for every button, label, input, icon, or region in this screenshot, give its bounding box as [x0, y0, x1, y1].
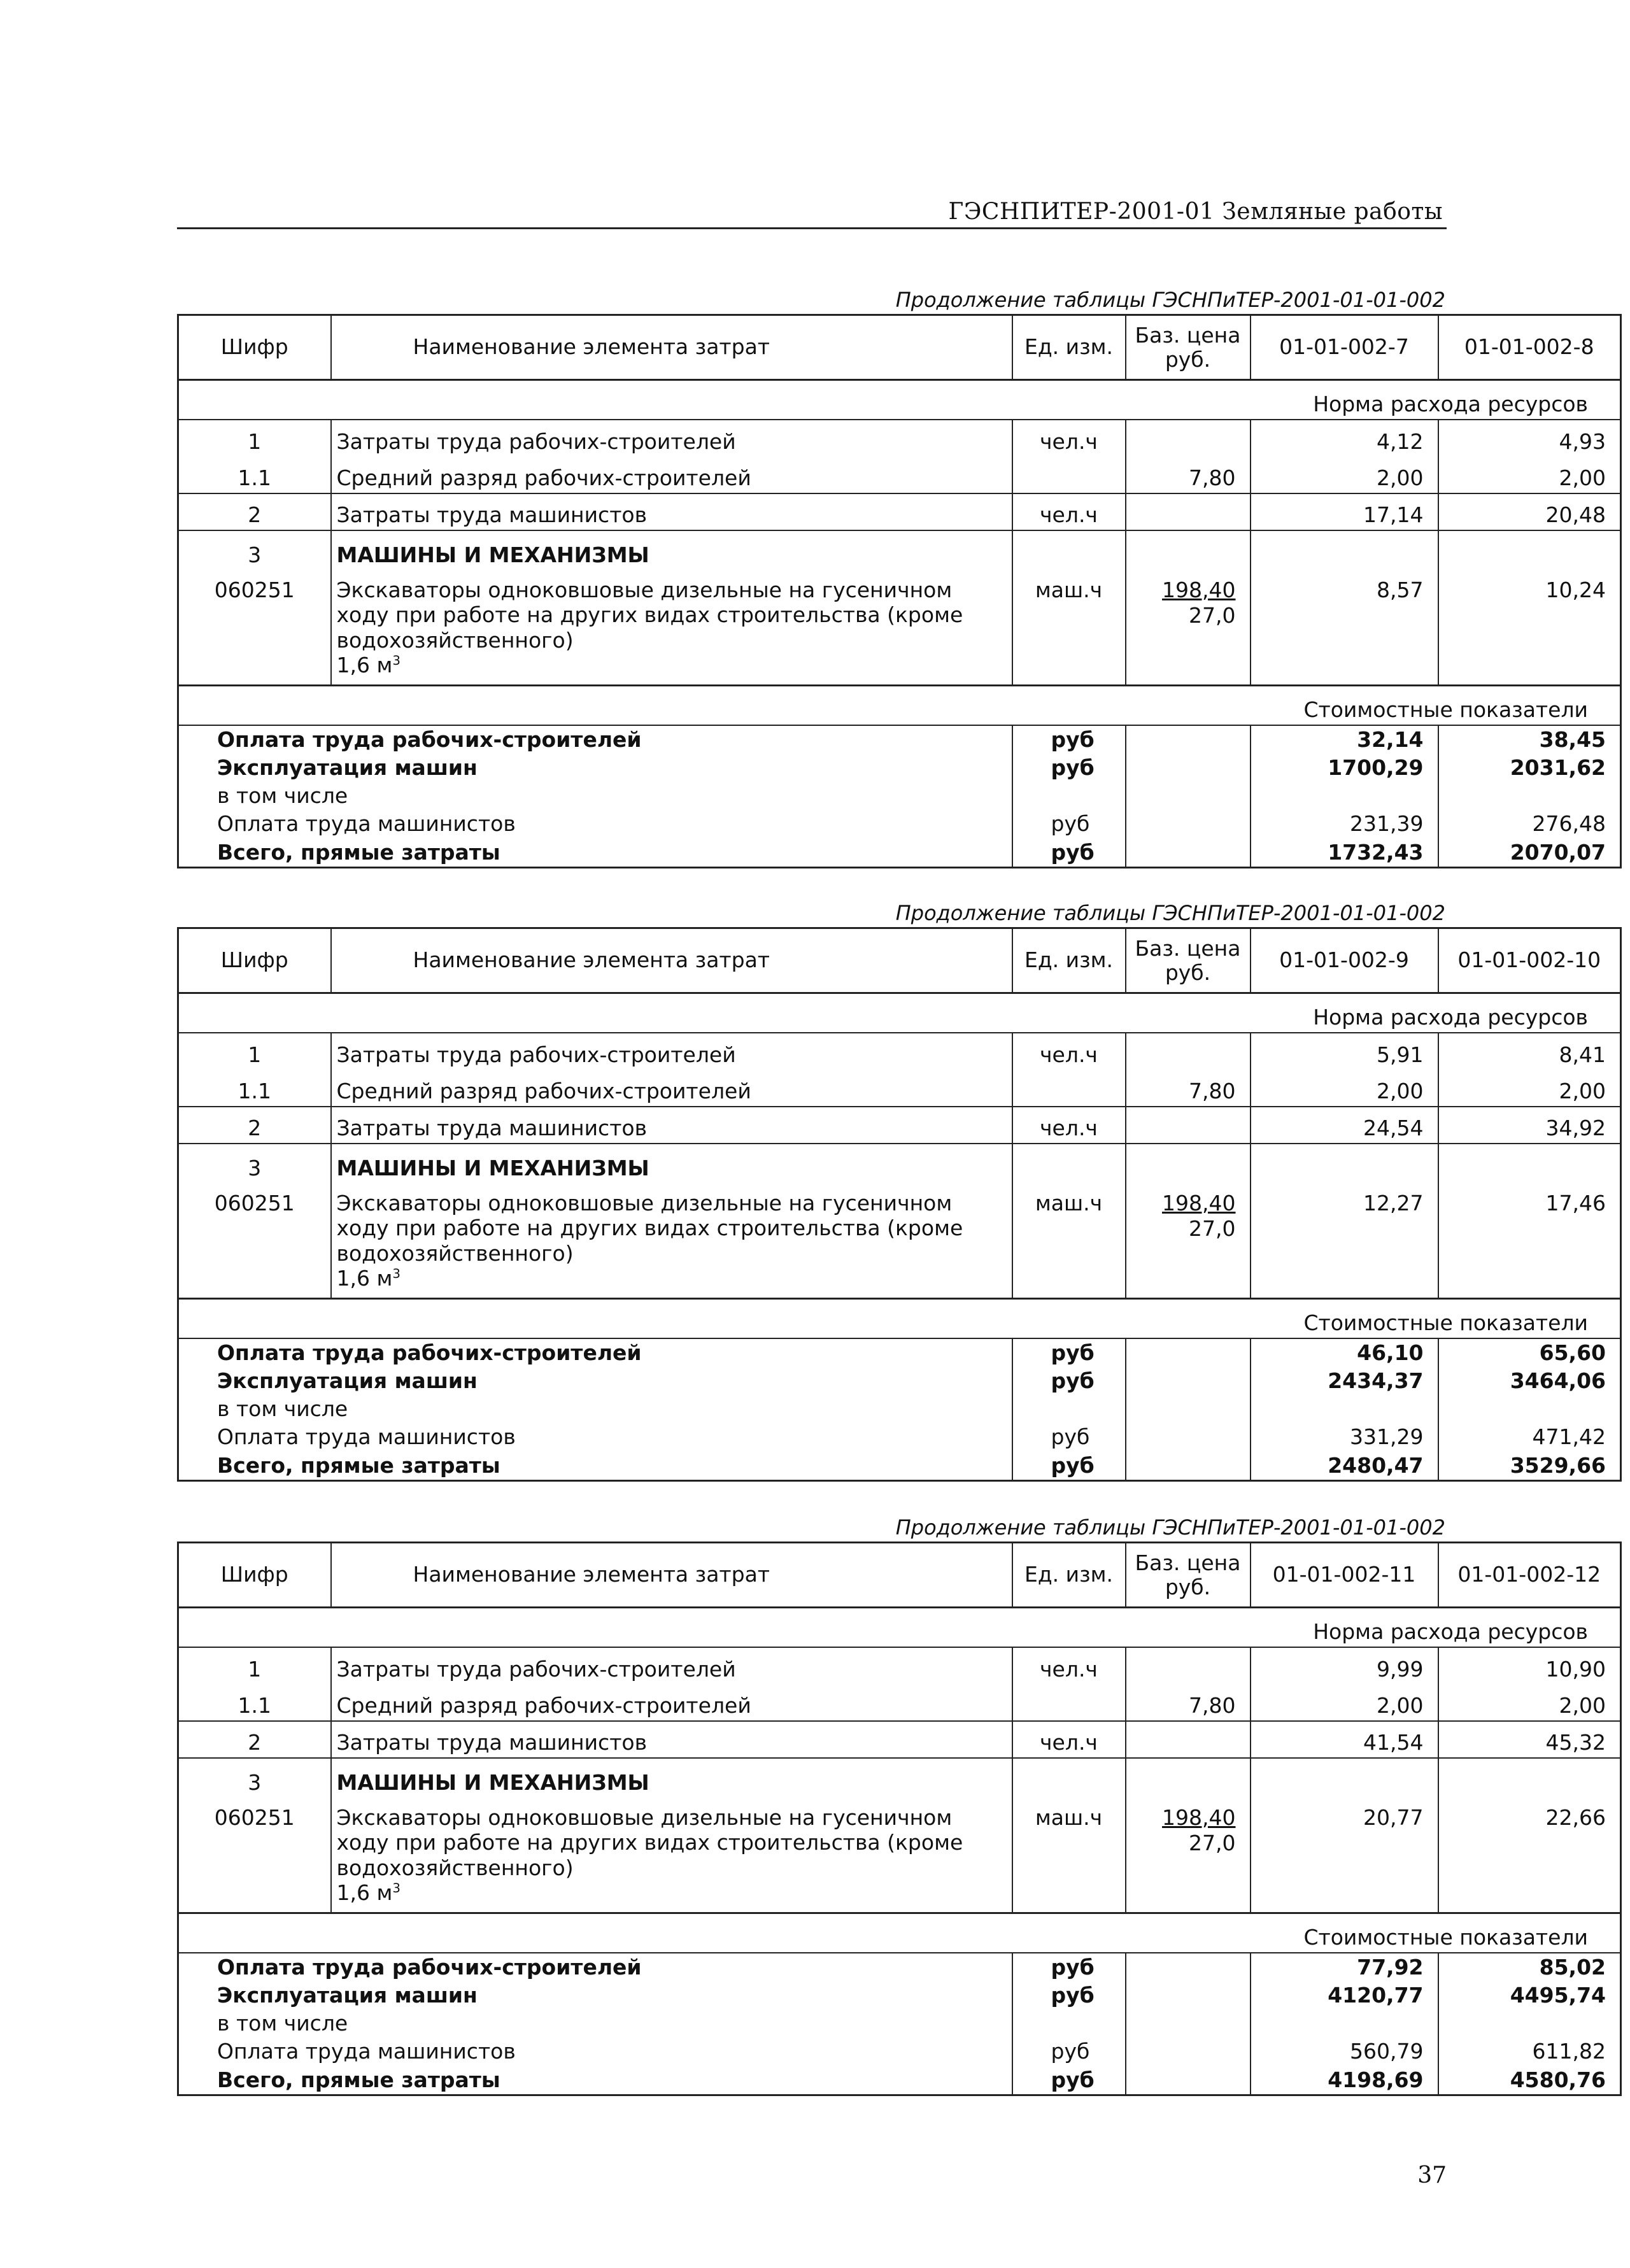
- cost-unit: руб: [1012, 810, 1126, 838]
- cost-value-b: 3529,66: [1438, 1452, 1621, 1481]
- column-header-name: Наименование элемента затрат: [331, 928, 1012, 993]
- machine-volume: [337, 1266, 1007, 1291]
- table-continuation-caption: [177, 901, 1447, 925]
- machine-value-a: 8,57: [1251, 570, 1438, 686]
- cost-row: [178, 1395, 1621, 1423]
- resource-price: [1126, 1033, 1251, 1070]
- table-header-row: [178, 315, 1621, 380]
- cost-value-b: [1438, 782, 1621, 810]
- machine-volume: [337, 1880, 1007, 1906]
- machine-unit: маш.ч: [1012, 570, 1126, 686]
- resource-name: Затраты труда рабочих-строителей: [331, 1033, 1012, 1070]
- machine-name: Экскаваторы одноковшовые дизельные на гусеничном ходу при работе на других видах строительства (кроме водохозяйственного): [336, 1190, 963, 1266]
- resource-code: 1.1: [178, 1070, 331, 1107]
- empty-cell: [1438, 1758, 1621, 1797]
- empty-cell: [1126, 1981, 1251, 2009]
- machine-value-b: 22,66: [1438, 1797, 1621, 1913]
- cost-label: Всего, прямые затраты: [178, 839, 1012, 868]
- cost-unit: [1012, 2009, 1126, 2038]
- resource-unit: [1012, 1070, 1126, 1107]
- section-row-cost: [178, 1299, 1621, 1338]
- resource-code: 1: [178, 1647, 331, 1684]
- cost-value-b: 4580,76: [1438, 2066, 1621, 2095]
- cost-value-b: [1438, 1395, 1621, 1423]
- cost-value-b: 471,42: [1438, 1423, 1621, 1451]
- cost-value-a: 331,29: [1251, 1423, 1438, 1451]
- section-label-cost: Стоимостные показатели: [178, 686, 1621, 725]
- section-row-norm: [178, 993, 1621, 1033]
- resource-value-b: 2,00: [1438, 1070, 1621, 1107]
- cost-label: Эксплуатация машин: [178, 1981, 1012, 2009]
- resource-code: 1: [178, 420, 331, 457]
- machines-heading: МАШИНЫ И МЕХАНИЗМЫ: [331, 530, 1012, 570]
- machine-row: [178, 570, 1621, 686]
- column-header-code-b: 01-01-002-10: [1438, 928, 1621, 993]
- resource-row: [178, 1107, 1621, 1144]
- resource-value-b: 45,32: [1438, 1721, 1621, 1758]
- cost-value-a: [1251, 1395, 1438, 1423]
- machine-code: 060251: [178, 1183, 331, 1299]
- cost-value-a: 560,79: [1251, 2038, 1438, 2066]
- cost-value-a: 1732,43: [1251, 839, 1438, 868]
- section-row-cost: [178, 686, 1621, 725]
- machines-code: 3: [178, 530, 331, 570]
- resource-row: [178, 1033, 1621, 1070]
- empty-cell: [1251, 1758, 1438, 1797]
- resource-value-b: 2,00: [1438, 457, 1621, 493]
- cost-row: [178, 810, 1621, 838]
- column-header-price: [1126, 928, 1251, 993]
- cost-label: в том числе: [178, 2009, 1012, 2038]
- cost-unit: руб: [1012, 1452, 1126, 1481]
- empty-cell: [1126, 530, 1251, 570]
- cost-value-a: [1251, 782, 1438, 810]
- cost-row: [178, 1981, 1621, 2009]
- resource-unit: [1012, 1684, 1126, 1721]
- column-header-name: Наименование элемента затрат: [331, 315, 1012, 380]
- section-label-norm: Норма расхода ресурсов: [178, 380, 1621, 420]
- resource-row: [178, 1647, 1621, 1684]
- resource-unit: [1012, 457, 1126, 493]
- resource-code: 1: [178, 1033, 331, 1070]
- empty-cell: [1126, 1758, 1251, 1797]
- cost-row: [178, 839, 1621, 868]
- resource-row: [178, 1684, 1621, 1721]
- resource-value-b: 20,48: [1438, 493, 1621, 530]
- column-header-code-a: 01-01-002-11: [1251, 1543, 1438, 1608]
- cost-row: [178, 2066, 1621, 2095]
- machine-description: [331, 1797, 1012, 1913]
- cost-value-a: 46,10: [1251, 1338, 1438, 1367]
- machine-description: [331, 570, 1012, 686]
- column-header-unit: Ед. изм.: [1012, 315, 1126, 380]
- empty-cell: [1126, 2009, 1251, 2038]
- machine-value-a: 12,27: [1251, 1183, 1438, 1299]
- column-header-price: [1126, 1543, 1251, 1608]
- cost-row: [178, 1423, 1621, 1451]
- empty-cell: [1126, 725, 1251, 754]
- resource-code: 2: [178, 1107, 331, 1144]
- resource-value-b: 8,41: [1438, 1033, 1621, 1070]
- price-header-line: Баз. цена: [1135, 322, 1241, 348]
- resource-price: [1126, 1647, 1251, 1684]
- cost-value-b: 2031,62: [1438, 754, 1621, 782]
- section-row-norm: [178, 380, 1621, 420]
- cost-value-a: 2434,37: [1251, 1367, 1438, 1395]
- resource-price: [1126, 1107, 1251, 1144]
- resource-cost-table: [177, 927, 1622, 1482]
- resource-value-b: 2,00: [1438, 1684, 1621, 1721]
- resource-value-a: 2,00: [1251, 457, 1438, 493]
- resource-value-a: 41,54: [1251, 1721, 1438, 1758]
- cost-row: [178, 1953, 1621, 1981]
- cost-value-b: 276,48: [1438, 810, 1621, 838]
- resource-cost-table: [177, 314, 1622, 868]
- machine-row: [178, 1797, 1621, 1913]
- cost-row: [178, 754, 1621, 782]
- column-header-code: Шифр: [178, 928, 331, 993]
- cost-label: в том числе: [178, 1395, 1012, 1423]
- empty-cell: [1126, 1423, 1251, 1451]
- cost-value-a: 2480,47: [1251, 1452, 1438, 1481]
- price-header-unit: руб.: [1165, 346, 1211, 372]
- resource-price: [1126, 420, 1251, 457]
- resource-value-a: 17,14: [1251, 493, 1438, 530]
- resource-price: 7,80: [1126, 1684, 1251, 1721]
- machine-code: 060251: [178, 1797, 331, 1913]
- empty-cell: [1012, 530, 1126, 570]
- column-header-code-b: 01-01-002-8: [1438, 315, 1621, 380]
- machine-volume-exponent: 3: [392, 653, 400, 669]
- table-header-row: [178, 928, 1621, 993]
- cost-label: Эксплуатация машин: [178, 1367, 1012, 1395]
- machine-volume: [337, 653, 1007, 678]
- section-label-cost: Стоимостные показатели: [178, 1913, 1621, 1953]
- continuation-text: Продолжение таблицы ГЭСНПиТЕР-2001-01-01-002: [895, 288, 1445, 312]
- price-header-line: Баз. цена: [1135, 935, 1241, 961]
- machine-description: [331, 1183, 1012, 1299]
- cost-row: [178, 2009, 1621, 2038]
- empty-cell: [1126, 2066, 1251, 2095]
- cost-label: Всего, прямые затраты: [178, 2066, 1012, 2095]
- machine-price: [1126, 570, 1251, 686]
- cost-label: Оплата труда машинистов: [178, 2038, 1012, 2066]
- cost-unit: руб: [1012, 2038, 1126, 2066]
- cost-value-b: 65,60: [1438, 1338, 1621, 1367]
- column-header-code-a: 01-01-002-7: [1251, 315, 1438, 380]
- resource-row: [178, 420, 1621, 457]
- resource-name: Затраты труда машинистов: [331, 1107, 1012, 1144]
- machine-price-operator: 27,0: [1189, 1830, 1236, 1855]
- price-header-unit: руб.: [1165, 960, 1211, 985]
- resource-code: 2: [178, 493, 331, 530]
- machine-price: [1126, 1183, 1251, 1299]
- resource-price: 7,80: [1126, 1070, 1251, 1107]
- empty-cell: [1012, 1758, 1126, 1797]
- resource-value-a: 5,91: [1251, 1033, 1438, 1070]
- cost-value-a: 4120,77: [1251, 1981, 1438, 2009]
- cost-value-b: 38,45: [1438, 725, 1621, 754]
- resource-price: [1126, 493, 1251, 530]
- table-continuation-caption: [177, 1515, 1447, 1540]
- price-header-line: Баз. цена: [1135, 1550, 1241, 1575]
- machine-name: Экскаваторы одноковшовые дизельные на гусеничном ходу при работе на других видах строительства (кроме водохозяйственного): [336, 577, 963, 653]
- resource-unit: чел.ч: [1012, 1721, 1126, 1758]
- resource-name: Средний разряд рабочих-строителей: [331, 1070, 1012, 1107]
- empty-cell: [1126, 810, 1251, 838]
- resource-name: Затраты труда рабочих-строителей: [331, 420, 1012, 457]
- machine-value-b: 17,46: [1438, 1183, 1621, 1299]
- resource-value-b: 34,92: [1438, 1107, 1621, 1144]
- resource-code: 2: [178, 1721, 331, 1758]
- empty-cell: [1438, 530, 1621, 570]
- column-header-unit: Ед. изм.: [1012, 1543, 1126, 1608]
- empty-cell: [1126, 782, 1251, 810]
- column-header-code: Шифр: [178, 315, 331, 380]
- table-continuation-caption: [177, 288, 1447, 312]
- empty-cell: [1251, 530, 1438, 570]
- resource-code: 1.1: [178, 1684, 331, 1721]
- cost-row: [178, 1452, 1621, 1481]
- column-header-code-b: 01-01-002-12: [1438, 1543, 1621, 1608]
- machine-price-total: 198,40: [1162, 1190, 1236, 1216]
- cost-value-b: 85,02: [1438, 1953, 1621, 1981]
- cost-label: Всего, прямые затраты: [178, 1452, 1012, 1481]
- table-header-row: [178, 1543, 1621, 1608]
- cost-value-a: 1700,29: [1251, 754, 1438, 782]
- cost-unit: руб: [1012, 1981, 1126, 2009]
- cost-unit: руб: [1012, 839, 1126, 868]
- empty-cell: [1251, 1144, 1438, 1183]
- cost-label: Оплата труда машинистов: [178, 1423, 1012, 1451]
- resource-price: 7,80: [1126, 457, 1251, 493]
- resource-row: [178, 457, 1621, 493]
- cost-value-b: 2070,07: [1438, 839, 1621, 868]
- price-header-unit: руб.: [1165, 1574, 1211, 1599]
- machine-volume-exponent: 3: [392, 1266, 400, 1282]
- machine-price-operator: 27,0: [1189, 602, 1236, 628]
- empty-cell: [1126, 1367, 1251, 1395]
- machines-heading: МАШИНЫ И МЕХАНИЗМЫ: [331, 1758, 1012, 1797]
- empty-cell: [1438, 1144, 1621, 1183]
- cost-unit: руб: [1012, 1338, 1126, 1367]
- cost-unit: руб: [1012, 1367, 1126, 1395]
- cost-label: Оплата труда машинистов: [178, 810, 1012, 838]
- machines-heading-row: [178, 1144, 1621, 1183]
- column-header-unit: Ед. изм.: [1012, 928, 1126, 993]
- empty-cell: [1126, 1144, 1251, 1183]
- section-label-norm: Норма расхода ресурсов: [178, 1608, 1621, 1647]
- cost-row: [178, 725, 1621, 754]
- cost-value-a: 4198,69: [1251, 2066, 1438, 2095]
- resource-value-a: 9,99: [1251, 1647, 1438, 1684]
- machine-volume-exponent: 3: [392, 1881, 400, 1896]
- cost-value-a: [1251, 2009, 1438, 2038]
- continuation-text: Продолжение таблицы ГЭСНПиТЕР-2001-01-01-002: [895, 901, 1445, 925]
- empty-cell: [1126, 2038, 1251, 2066]
- empty-cell: [1126, 1395, 1251, 1423]
- cost-value-b: 4495,74: [1438, 1981, 1621, 2009]
- running-header-title: ГЭСНПИТЕР-2001-01 Земляные работы: [948, 199, 1443, 225]
- section-row-norm: [178, 1608, 1621, 1647]
- empty-cell: [1126, 1953, 1251, 1981]
- cost-value-b: [1438, 2009, 1621, 2038]
- resource-name: Затраты труда рабочих-строителей: [331, 1647, 1012, 1684]
- running-header: [177, 191, 1447, 229]
- resource-unit: чел.ч: [1012, 493, 1126, 530]
- resource-name: Средний разряд рабочих-строителей: [331, 457, 1012, 493]
- resource-name: Затраты труда машинистов: [331, 493, 1012, 530]
- cost-unit: руб: [1012, 1423, 1126, 1451]
- column-header-code: Шифр: [178, 1543, 331, 1608]
- machine-unit: маш.ч: [1012, 1797, 1126, 1913]
- continuation-text: Продолжение таблицы ГЭСНПиТЕР-2001-01-01-002: [895, 1515, 1445, 1540]
- resource-name: Средний разряд рабочих-строителей: [331, 1684, 1012, 1721]
- resource-value-a: 4,12: [1251, 420, 1438, 457]
- cost-label: Оплата труда рабочих-строителей: [178, 1953, 1012, 1981]
- section-label-norm: Норма расхода ресурсов: [178, 993, 1621, 1033]
- machine-price-total: 198,40: [1162, 577, 1236, 602]
- cost-label: в том числе: [178, 782, 1012, 810]
- empty-cell: [1126, 754, 1251, 782]
- cost-label: Эксплуатация машин: [178, 754, 1012, 782]
- resource-value-a: 2,00: [1251, 1684, 1438, 1721]
- machines-heading: МАШИНЫ И МЕХАНИЗМЫ: [331, 1144, 1012, 1183]
- machines-code: 3: [178, 1144, 331, 1183]
- machine-value-a: 20,77: [1251, 1797, 1438, 1913]
- cost-unit: [1012, 782, 1126, 810]
- empty-cell: [1012, 1144, 1126, 1183]
- cost-row: [178, 2038, 1621, 2066]
- machines-heading-row: [178, 1758, 1621, 1797]
- cost-unit: руб: [1012, 754, 1126, 782]
- empty-cell: [1126, 1338, 1251, 1367]
- cost-label: Оплата труда рабочих-строителей: [178, 725, 1012, 754]
- section-label-cost: Стоимостные показатели: [178, 1299, 1621, 1338]
- cost-row: [178, 1367, 1621, 1395]
- resource-value-b: 10,90: [1438, 1647, 1621, 1684]
- page-number: 37: [1417, 2162, 1447, 2188]
- machine-volume-value: 1,6 м: [336, 653, 393, 678]
- cost-value-a: 32,14: [1251, 725, 1438, 754]
- resource-unit: чел.ч: [1012, 1647, 1126, 1684]
- cost-row: [178, 1338, 1621, 1367]
- machine-price: [1126, 1797, 1251, 1913]
- machine-name: Экскаваторы одноковшовые дизельные на гусеничном ходу при работе на других видах строительства (кроме водохозяйственного): [336, 1804, 963, 1880]
- section-row-cost: [178, 1913, 1621, 1953]
- resource-name: Затраты труда машинистов: [331, 1721, 1012, 1758]
- machine-volume-value: 1,6 м: [336, 1880, 393, 1906]
- machine-row: [178, 1183, 1621, 1299]
- resource-cost-table: [177, 1542, 1622, 2096]
- resource-value-a: 24,54: [1251, 1107, 1438, 1144]
- empty-cell: [1126, 1452, 1251, 1481]
- resource-price: [1126, 1721, 1251, 1758]
- resource-unit: чел.ч: [1012, 1033, 1126, 1070]
- machine-price-operator: 27,0: [1189, 1216, 1236, 1241]
- resource-row: [178, 1070, 1621, 1107]
- column-header-price: [1126, 315, 1251, 380]
- column-header-code-a: 01-01-002-9: [1251, 928, 1438, 993]
- resource-row: [178, 493, 1621, 530]
- resource-row: [178, 1721, 1621, 1758]
- resource-unit: чел.ч: [1012, 420, 1126, 457]
- cost-unit: руб: [1012, 725, 1126, 754]
- machines-code: 3: [178, 1758, 331, 1797]
- resource-code: 1.1: [178, 457, 331, 493]
- machines-heading-row: [178, 530, 1621, 570]
- machine-volume-value: 1,6 м: [336, 1266, 393, 1291]
- resource-value-b: 4,93: [1438, 420, 1621, 457]
- empty-cell: [1126, 839, 1251, 868]
- resource-value-a: 2,00: [1251, 1070, 1438, 1107]
- resource-unit: чел.ч: [1012, 1107, 1126, 1144]
- cost-unit: руб: [1012, 1953, 1126, 1981]
- machine-unit: маш.ч: [1012, 1183, 1126, 1299]
- cost-value-b: 611,82: [1438, 2038, 1621, 2066]
- cost-value-a: 77,92: [1251, 1953, 1438, 1981]
- cost-label: Оплата труда рабочих-строителей: [178, 1338, 1012, 1367]
- cost-unit: руб: [1012, 2066, 1126, 2095]
- column-header-name: Наименование элемента затрат: [331, 1543, 1012, 1608]
- machine-code: 060251: [178, 570, 331, 686]
- cost-unit: [1012, 1395, 1126, 1423]
- cost-value-b: 3464,06: [1438, 1367, 1621, 1395]
- cost-value-a: 231,39: [1251, 810, 1438, 838]
- machine-price-total: 198,40: [1162, 1804, 1236, 1830]
- machine-value-b: 10,24: [1438, 570, 1621, 686]
- cost-row: [178, 782, 1621, 810]
